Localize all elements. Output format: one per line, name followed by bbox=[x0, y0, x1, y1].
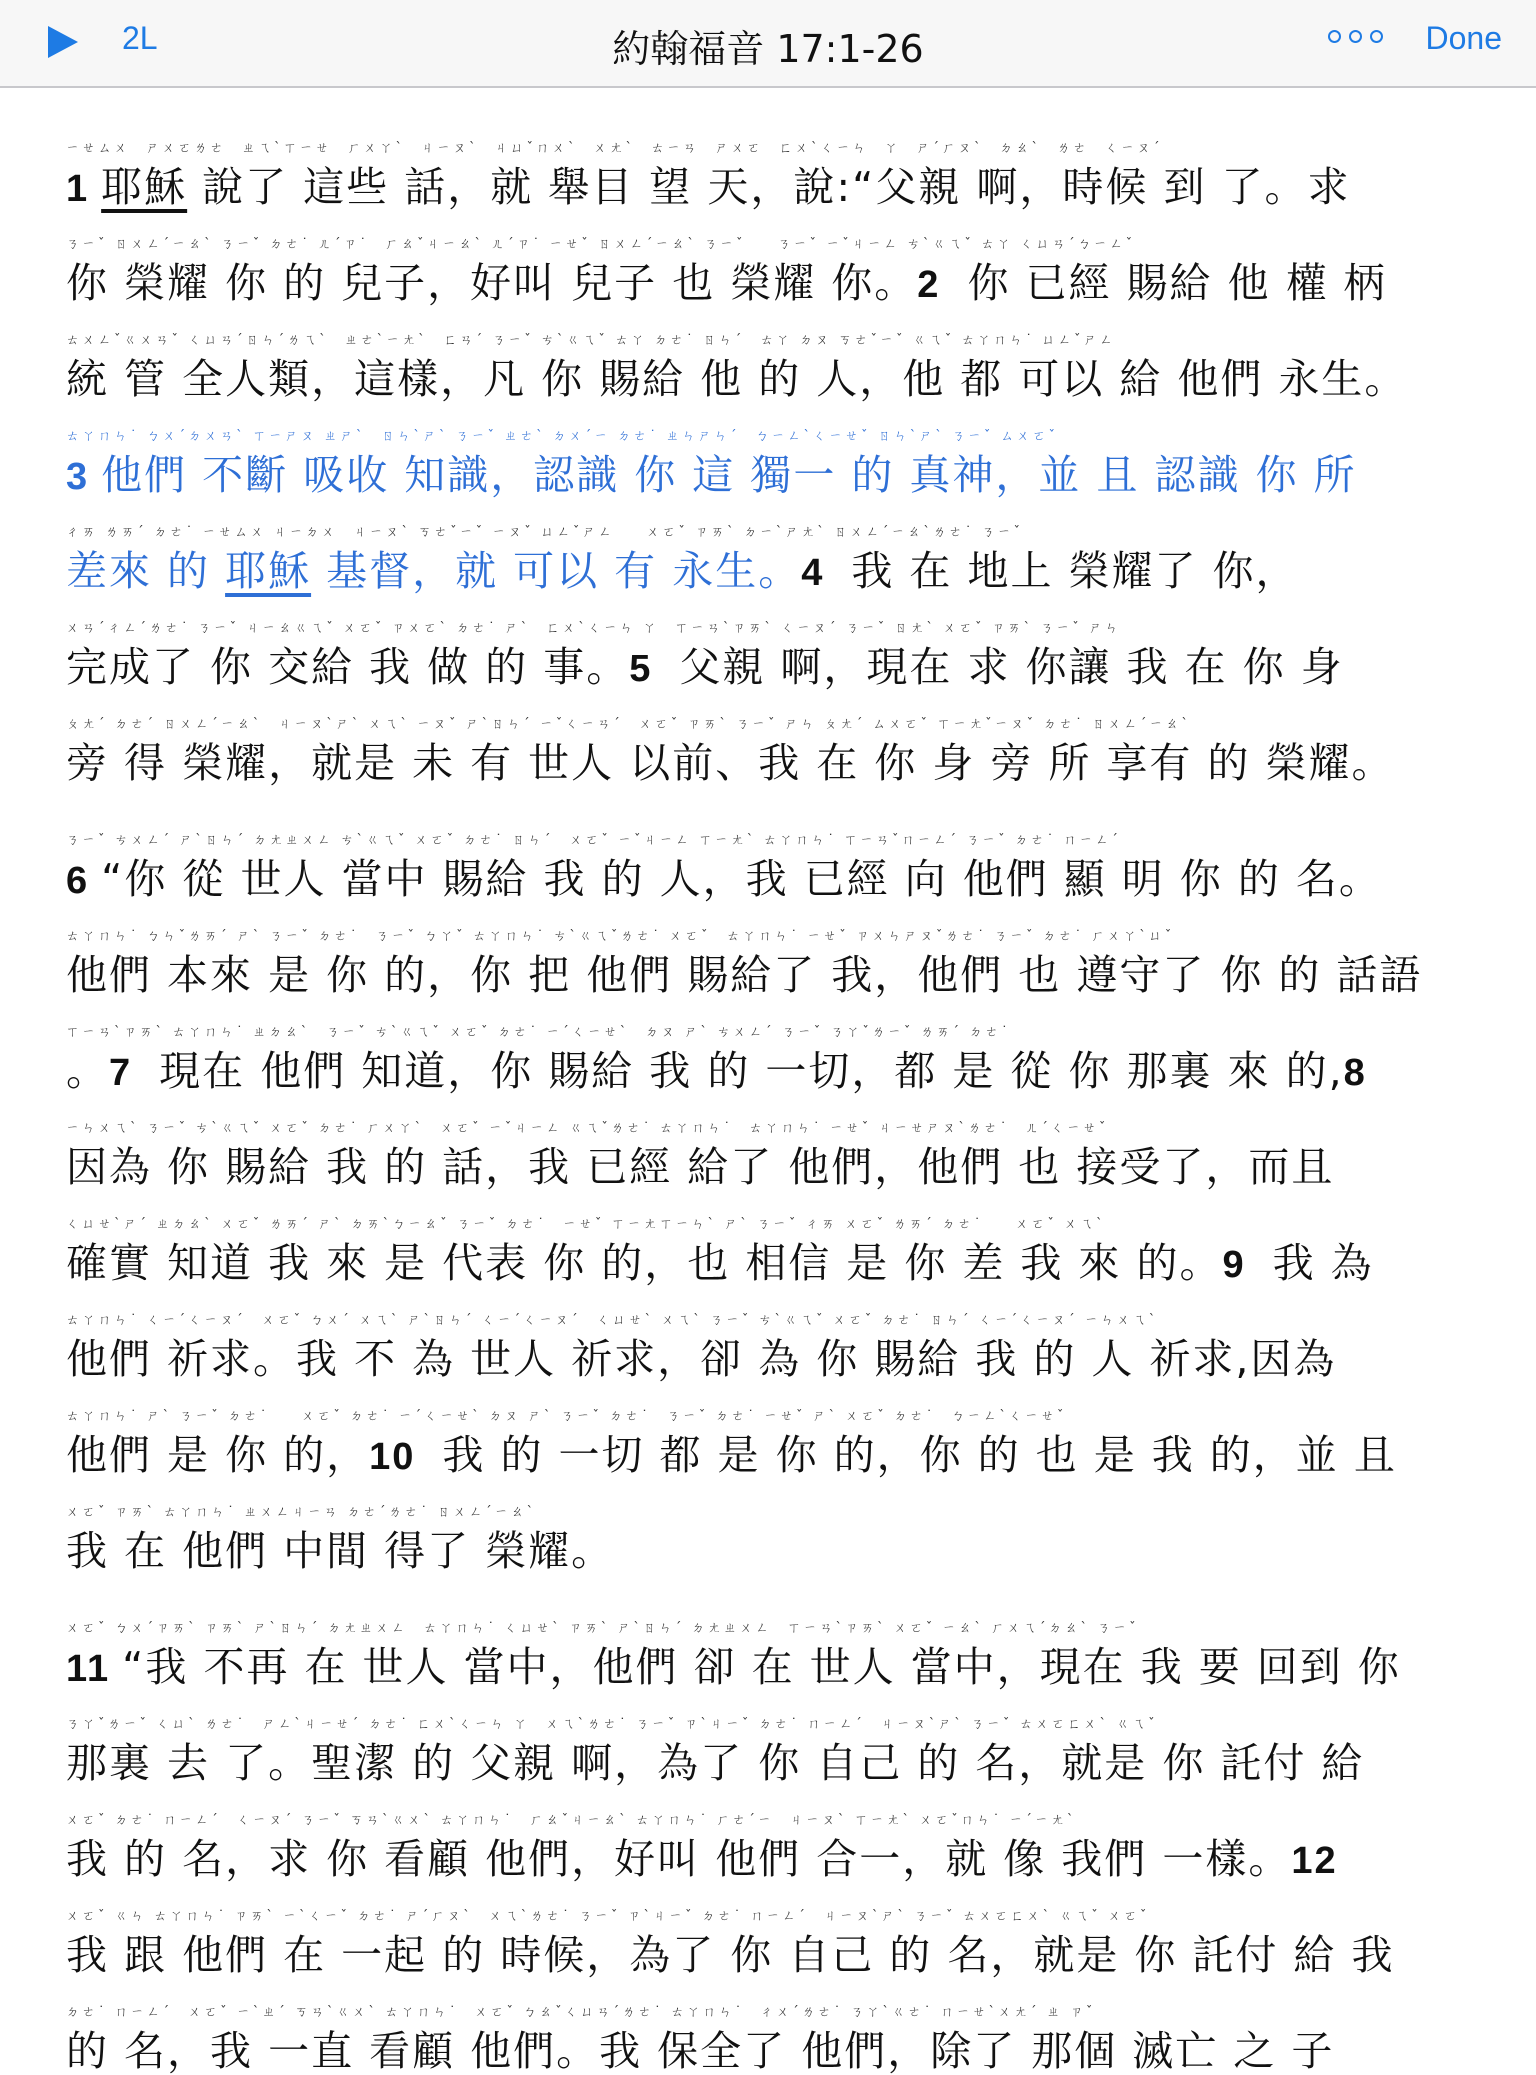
zhuyin-line: ㄊㄚㄇㄣ˙ ㄕˋ ㄋㄧˇ ㄉㄜ˙ ㄨㄛˇ ㄉㄜ˙ ㄧˊㄑㄧㄝˋ ㄉㄡ ㄕˋ ㄋㄧˇ ㄉㄜ˙ ㄋㄧˇ ㄉㄜ˙ ㄧㄝˇ ㄕˋ ㄨㄛˇ ㄉㄜ˙ ㄅㄧㄥˋㄑㄧㄝˇ bbox=[66, 1409, 1067, 1424]
verse-line[interactable] bbox=[66, 1836, 1350, 1884]
verse-text: 他們 本來 是 你 的，你 把 他們 賜給了 我，他們 也 遵守了 你 的 話語 bbox=[66, 951, 1423, 999]
zhuyin-line: ㄔㄞ ㄌㄞˊ ㄉㄜ˙ ㄧㄝㄙㄨ ㄐㄧㄉㄨ ㄐㄧㄡˋ ㄎㄜˇㄧˇ ㄧㄡˇ ㄩㄥˇㄕㄥ ㄨㄛˇ ㄗㄞˋ ㄉㄧˋㄕㄤˋ ㄖㄨㄥˊㄧㄠˋㄌㄜ˙ ㄋㄧˇ bbox=[66, 525, 1023, 540]
zhuyin-line: ㄨㄢˊㄔㄥˊㄌㄜ˙ ㄋㄧˇ ㄐㄧㄠㄍㄟˇ ㄨㄛˇ ㄗㄨㄛˋ ㄉㄜ˙ ㄕˋ ㄈㄨˋㄑㄧㄣ ㄚ ㄒㄧㄢˋㄗㄞˋ ㄑㄧㄡˊ ㄋㄧˇ ㄖㄤˋ ㄨㄛˇ ㄗㄞˋ ㄋㄧˇ ㄕㄣ bbox=[66, 621, 1121, 636]
verse-number: 4 bbox=[801, 552, 825, 594]
zhuyin-line: ㄊㄨㄥˇㄍㄨㄢˇ ㄑㄩㄢˊㄖㄣˊㄌㄟˋ ㄓㄜˋㄧㄤˋ ㄈㄢˊ ㄋㄧˇ ㄘˋㄍㄟˇ ㄊㄚ ㄉㄜ˙ ㄖㄣˊ ㄊㄚ ㄉㄡ ㄎㄜˇㄧˇ ㄍㄟˇ ㄊㄚㄇㄣ˙ ㄩㄥˇㄕㄥ bbox=[66, 333, 1116, 348]
zhuyin-line: ㄧㄣㄨㄟˋ ㄋㄧˇ ㄘˋㄍㄟˇ ㄨㄛˇ ㄉㄜ˙ ㄏㄨㄚˋ ㄨㄛˇ ㄧˇㄐㄧㄥ ㄍㄟˇㄌㄜ˙ ㄊㄚㄇㄣ˙ ㄊㄚㄇㄣ˙ ㄧㄝˇ ㄐㄧㄝㄕㄡˋㄌㄜ˙ ㄦˊㄑㄧㄝˇ bbox=[66, 1121, 1109, 1136]
verse-line[interactable] bbox=[66, 548, 1299, 596]
verse-line[interactable] bbox=[66, 740, 1394, 786]
verse-line[interactable] bbox=[66, 1644, 1401, 1692]
zhuyin-line: ㄋㄧˇ ㄖㄨㄥˊㄧㄠˋ ㄋㄧˇ ㄉㄜ˙ ㄦˊㄗ˙ ㄏㄠˇㄐㄧㄠˋ ㄦˊㄗ˙ ㄧㄝˇ ㄖㄨㄥˊㄧㄠˋ ㄋㄧˇ ㄋㄧˇ ㄧˇㄐㄧㄥ ㄘˋㄍㄟˇ ㄊㄚ ㄑㄩㄢˊㄅㄧㄥˇ bbox=[66, 237, 1136, 252]
zhuyin-line: ㄊㄚㄇㄣ˙ ㄑㄧˊㄑㄧㄡˊ ㄨㄛˇ ㄅㄨˊ ㄨㄟˋ ㄕˋㄖㄣˊ ㄑㄧˊㄑㄧㄡˊ ㄑㄩㄝˋ ㄨㄟˋ ㄋㄧˇ ㄘˋㄍㄟˇ ㄨㄛˇ ㄉㄜ˙ ㄖㄣˊ ㄑㄧˊㄑㄧㄡˊ ㄧㄣㄨㄟˋ bbox=[66, 1313, 1159, 1328]
verse-text: 那裏 去 了。聖潔 的 父親 啊，為了 你 自己 的 名，就是 你 託付 給 bbox=[66, 1739, 1365, 1787]
verse-line[interactable] bbox=[66, 1336, 1336, 1382]
more-dots-icon[interactable] bbox=[1328, 30, 1383, 50]
dot-icon bbox=[1328, 30, 1341, 43]
mode-2l-button[interactable]: 2L bbox=[122, 20, 158, 56]
zhuyin-line: ㄊㄚㄇㄣ˙ ㄅㄣˇㄌㄞˊ ㄕˋ ㄋㄧˇ ㄉㄜ˙ ㄋㄧˇ ㄅㄚˇ ㄊㄚㄇㄣ˙ ㄘˋㄍㄟˇㄌㄜ˙ ㄨㄛˇ ㄊㄚㄇㄣ˙ ㄧㄝˇ ㄗㄨㄣㄕㄡˇㄌㄜ˙ ㄋㄧˇ ㄉㄜ˙ ㄏㄨㄚˋㄩˇ bbox=[66, 929, 1175, 944]
verse-line[interactable] bbox=[66, 1240, 1374, 1288]
verse-number: 3 bbox=[66, 456, 90, 498]
verse-line[interactable] bbox=[66, 1528, 614, 1574]
verse-text: 因為 你 賜給 我 的 話，我 已經 給了 他們，他們 也 接受了，而且 bbox=[66, 1143, 1335, 1191]
verse-line[interactable] bbox=[66, 260, 1387, 308]
verse-line[interactable] bbox=[66, 644, 1344, 692]
zhuyin-line: ㄊㄚㄇㄣ˙ ㄅㄨˊㄉㄨㄢˋ ㄒㄧㄕㄡ ㄓㄕˋ ㄖㄣˋㄕˋ ㄋㄧˇ ㄓㄜˋ ㄉㄨˊㄧ ㄉㄜ˙ ㄓㄣㄕㄣˊ ㄅㄧㄥˋㄑㄧㄝˇ ㄖㄣˋㄕˋ ㄋㄧˇ ㄙㄨㄛˇ bbox=[66, 429, 1058, 444]
nav-bar bbox=[0, 0, 1536, 88]
verse-number: 6 bbox=[66, 860, 90, 902]
verse-text: 他們 不斷 吸收 知識，認識 你 這 獨一 的 真神，並 且 認識 你 所 bbox=[101, 451, 1357, 499]
verse-line[interactable] bbox=[66, 1144, 1334, 1190]
verse-text: 他們 是 你 的， bbox=[66, 1431, 370, 1479]
verse-line[interactable] bbox=[66, 356, 1407, 402]
verse-text: 差來 的 bbox=[66, 547, 226, 595]
verse-number: 1 bbox=[66, 168, 90, 210]
zhuyin-line: ㄉㄜ˙ ㄇㄧㄥˊ ㄨㄛˇ ㄧˋㄓˊ ㄎㄢˋㄍㄨˋ ㄊㄚㄇㄣ˙ ㄨㄛˇ ㄅㄠˇㄑㄩㄢˊㄌㄜ˙ ㄊㄚㄇㄣ˙ ㄔㄨˊㄌㄜ˙ ㄋㄚˋㄍㄜ˙ ㄇㄧㄝˋㄨㄤˊ ㄓ ㄗˇ bbox=[66, 2005, 1096, 2020]
page-title: 約翰福音 17:1-26 bbox=[612, 27, 924, 71]
verse-text: 統 管 全人類，這樣，凡 你 賜給 他 的 人，他 都 可以 給 他們 永生。 bbox=[66, 355, 1408, 403]
verse-number: 11 bbox=[66, 1648, 111, 1690]
verse-text: 確實 知道 我 來 是 代表 你 的，也 相信 是 你 差 我 來 的。 bbox=[66, 1239, 1223, 1287]
verse-text: 完成了 你 交給 我 做 的 事。 bbox=[66, 643, 630, 691]
zhuyin-line: ㄨㄛˇ ㄍㄣ ㄊㄚㄇㄣ˙ ㄗㄞˋ ㄧˋㄑㄧˇ ㄉㄜ˙ ㄕˊㄏㄡˋ ㄨㄟˋㄌㄜ˙ ㄋㄧˇ ㄗˋㄐㄧˇ ㄉㄜ˙ ㄇㄧㄥˊ ㄐㄧㄡˋㄕˋ ㄋㄧˇ ㄊㄨㄛㄈㄨˋ ㄍㄟˇ ㄨㄛˇ bbox=[66, 1909, 1150, 1924]
zhuyin-line: ㄨㄛˇ ㄉㄜ˙ ㄇㄧㄥˊ ㄑㄧㄡˊ ㄋㄧˇ ㄎㄢˋㄍㄨˋ ㄊㄚㄇㄣ˙ ㄏㄠˇㄐㄧㄠˋ ㄊㄚㄇㄣ˙ ㄏㄜˊㄧ ㄐㄧㄡˋ ㄒㄧㄤˋ ㄨㄛˇㄇㄣ˙ ㄧˊㄧㄤˋ bbox=[66, 1813, 1077, 1828]
verse-text: 你 已經 賜給 他 權 柄 bbox=[952, 259, 1387, 307]
verse-text: “你 從 世人 當中 賜給 我 的 人，我 已經 向 他們 顯 明 你 的 名。 bbox=[101, 855, 1382, 903]
zhuyin-line: ㄨㄛˇ ㄅㄨˊㄗㄞˋ ㄗㄞˋ ㄕˋㄖㄣˊ ㄉㄤㄓㄨㄥ ㄊㄚㄇㄣ˙ ㄑㄩㄝˋ ㄗㄞˋ ㄕˋㄖㄣˊ ㄉㄤㄓㄨㄥ ㄒㄧㄢˋㄗㄞˋ ㄨㄛˇ ㄧㄠˋ ㄏㄨㄟˊㄉㄠˋ ㄋㄧˇ bbox=[66, 1621, 1139, 1636]
dot-icon bbox=[1349, 30, 1362, 43]
verse-text: 說了 這些 話，就 舉目 望 天，說:“父親 啊，時候 到 了。求 bbox=[187, 163, 1351, 211]
verse-text: 我 跟 他們 在 一起 的 時候，為了 你 自己 的 名，就是 你 託付 給 我 bbox=[66, 1931, 1395, 1979]
verse-text: 我 為 bbox=[1257, 1239, 1374, 1287]
zhuyin-line: ㄋㄧˇ ㄘㄨㄥˊ ㄕˋㄖㄣˊ ㄉㄤㄓㄨㄥ ㄘˋㄍㄟˇ ㄨㄛˇ ㄉㄜ˙ ㄖㄣˊ ㄨㄛˇ ㄧˇㄐㄧㄥ ㄒㄧㄤˋ ㄊㄚㄇㄣ˙ ㄒㄧㄢˇㄇㄧㄥˊ ㄋㄧˇ ㄉㄜ˙ ㄇㄧㄥˊ bbox=[66, 833, 1121, 848]
verse-line[interactable] bbox=[66, 452, 1357, 500]
verse-text: 現在 他們 知道，你 賜給 我 的 一切，都 是 從 你 那裏 來 的, bbox=[144, 1047, 1344, 1095]
zhuyin-line: ㄋㄚˇㄌㄧˇ ㄑㄩˋ ㄌㄜ˙ ㄕㄥˋㄐㄧㄝˊ ㄉㄜ˙ ㄈㄨˋㄑㄧㄣ ㄚ ㄨㄟˋㄌㄜ˙ ㄋㄧˇ ㄗˋㄐㄧˇ ㄉㄜ˙ ㄇㄧㄥˊ ㄐㄧㄡˋㄕˋ ㄋㄧˇ ㄊㄨㄛㄈㄨˋ ㄍㄟˇ bbox=[66, 1717, 1158, 1732]
verse-number: 10 bbox=[369, 1436, 416, 1478]
verse-text: “我 不再 在 世人 當中，他們 卻 在 世人 當中，現在 我 要 回到 你 bbox=[122, 1643, 1401, 1691]
done-button[interactable]: Done bbox=[1425, 20, 1502, 56]
underlined-name: 耶穌 bbox=[101, 163, 188, 211]
verse-text: 父親 啊，現在 求 你讓 我 在 你 身 bbox=[664, 643, 1344, 691]
verse-text: 你 榮耀 你 的 兒子，好叫 兒子 也 榮耀 你。 bbox=[66, 259, 918, 307]
verse-number: 7 bbox=[109, 1052, 133, 1094]
zhuyin-line: ㄒㄧㄢˋㄗㄞˋ ㄊㄚㄇㄣ˙ ㄓㄉㄠˋ ㄋㄧˇ ㄘˋㄍㄟˇ ㄨㄛˇ ㄉㄜ˙ ㄧˊㄑㄧㄝˋ ㄉㄡ ㄕˋ ㄘㄨㄥˊ ㄋㄧˇ ㄋㄚˇㄌㄧˇ ㄌㄞˊ ㄉㄜ˙ bbox=[66, 1025, 1011, 1040]
verse-line[interactable] bbox=[66, 952, 1422, 998]
verse-line[interactable] bbox=[66, 1432, 1397, 1480]
verse-text: 我 在 他們 中間 得了 榮耀。 bbox=[66, 1527, 615, 1575]
zhuyin-line: ㄨㄛˇ ㄗㄞˋ ㄊㄚㄇㄣ˙ ㄓㄨㄥㄐㄧㄢ ㄉㄜˊㄌㄜ˙ ㄖㄨㄥˊㄧㄠˋ bbox=[66, 1505, 537, 1520]
verse-number: 12 bbox=[1291, 1840, 1338, 1882]
verse-number: 5 bbox=[629, 648, 653, 690]
verse-number: 9 bbox=[1222, 1244, 1246, 1286]
verse-text: 我 的 名，求 你 看顧 他們，好叫 他們 合一，就 像 我們 一樣。 bbox=[66, 1835, 1292, 1883]
verse-line[interactable] bbox=[66, 1740, 1364, 1786]
verse-text: 我 在 地上 榮耀了 你， bbox=[836, 547, 1299, 595]
zhuyin-line: ㄆㄤˊ ㄉㄜˊ ㄖㄨㄥˊㄧㄠˋ ㄐㄧㄡˋㄕˋ ㄨㄟˋ ㄧㄡˇ ㄕˋㄖㄣˊ ㄧˇㄑㄧㄢˊ ㄨㄛˇ ㄗㄞˋ ㄋㄧˇ ㄕㄣ ㄆㄤˊ ㄙㄨㄛˇ ㄒㄧㄤˇㄧㄡˇ ㄉㄜ˙ ㄖㄨㄥˊㄧㄠˋ bbox=[66, 717, 1191, 732]
verse-line[interactable] bbox=[66, 2028, 1334, 2074]
dot-icon bbox=[1370, 30, 1383, 43]
underlined-name: 耶穌 bbox=[225, 547, 312, 595]
verse-number: 8 bbox=[1343, 1052, 1367, 1094]
verse-line[interactable] bbox=[66, 1048, 1379, 1096]
zhuyin-line: ㄧㄝㄙㄨ ㄕㄨㄛㄌㄜ ㄓㄟˋㄒㄧㄝ ㄏㄨㄚˋ ㄐㄧㄡˋ ㄐㄩˇㄇㄨˋ ㄨㄤˋ ㄊㄧㄢ ㄕㄨㄛ ㄈㄨˋㄑㄧㄣ ㄚ ㄕˊㄏㄡˋ ㄉㄠˋ ㄌㄜ ㄑㄧㄡˊ bbox=[66, 141, 1163, 156]
verse-text: 我 的 一切 都 是 你 的，你 的 也 是 我 的，並 且 bbox=[427, 1431, 1397, 1479]
verse-line[interactable] bbox=[66, 1932, 1394, 1978]
verse-number: 2 bbox=[917, 264, 941, 306]
verse-text: 他們 祈求。我 不 為 世人 祈求，卻 為 你 賜給 我 的 人 祈求,因為 bbox=[66, 1335, 1337, 1383]
verse-line[interactable] bbox=[66, 164, 1351, 212]
verse-text: 。 bbox=[66, 1047, 109, 1095]
zhuyin-line: ㄑㄩㄝˋㄕˊ ㄓㄉㄠˋ ㄨㄛˇ ㄌㄞˊ ㄕˋ ㄉㄞˋㄅㄧㄠˇ ㄋㄧˇ ㄉㄜ˙ ㄧㄝˇ ㄒㄧㄤㄒㄧㄣˋ ㄕˋ ㄋㄧˇ ㄔㄞ ㄨㄛˇ ㄌㄞˊ ㄉㄜ˙ ㄨㄛˇ ㄨㄟˋ bbox=[66, 1217, 1106, 1232]
verse-line[interactable] bbox=[66, 856, 1382, 904]
verse-text: 基督，就 可以 有 永生。 bbox=[311, 547, 802, 595]
verse-text: 旁 得 榮耀，就是 未 有 世人 以前、我 在 你 身 旁 所 享有 的 榮耀。 bbox=[66, 739, 1395, 787]
verse-text: 的 名，我 一直 看顧 他們。我 保全了 他們，除了 那個 滅亡 之 子 bbox=[66, 2027, 1335, 2075]
